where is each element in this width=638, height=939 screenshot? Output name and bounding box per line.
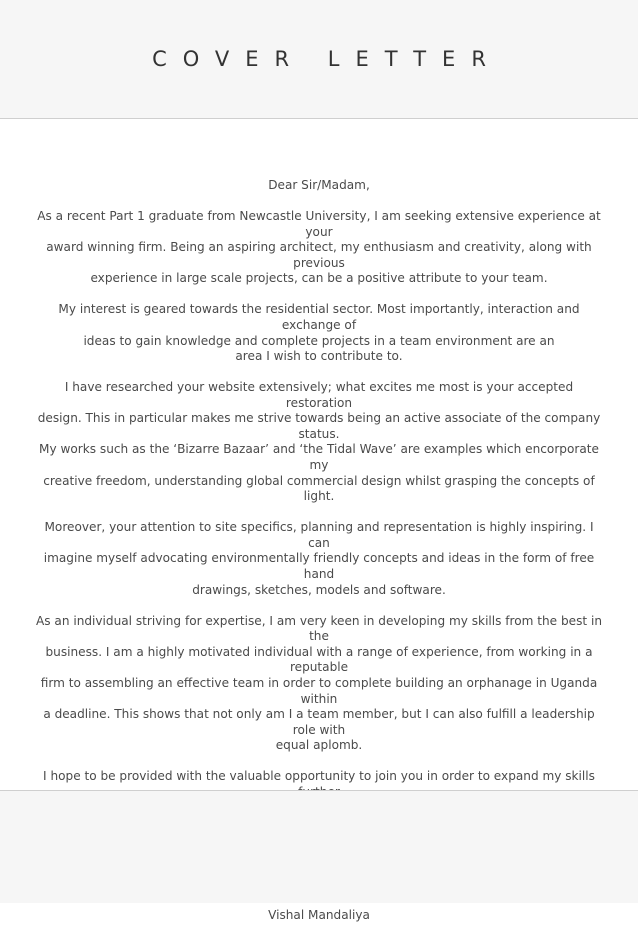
letter-signature: Vishal Mandaliya — [268, 907, 370, 922]
letter-paragraph: As an individual striving for expertise, I am very keen in developing my skills from the best in the business. I am a highly motivated individual with a range of experience, from working in a reputable firm to assembling an effective team in order to complete building an orphanage in Uganda within a deadline. This shows that not only am I a team member, but I can also fulfill a leadership role with equal aplomb. — [36, 613, 602, 753]
letter-paragraph: My interest is geared towards the residential sector. Most importantly, interaction and exchange of ideas to gain knowledge and complete projects in a team environment are an area I wish to contribute to. — [58, 302, 580, 364]
footer-band — [0, 790, 638, 903]
letter-paragraph: I hope to be provided with the valuable opportunity to join you in order to expand my skills — [43, 769, 595, 784]
page-title: COVER LETTER — [152, 47, 502, 71]
letter-paragraph: Moreover, your attention to site specifics, planning and representation is highly inspiring. I can imagine myself advocating environmentally friendly concepts and ideas in the form of free hand drawings, sketches, models and software. — [43, 520, 595, 597]
letter-greeting: Dear Sir/Madam, — [268, 178, 370, 192]
letter-paragraph: I have researched your website extensively; what excites me most is your accepted restoration design. This in particular makes me strive towards being an active associate of the company status. My works such as the ‘Bizarre Bazaar’ and ‘the Tidal Wave’ are examples which encorporate my creative freedom, understanding global commercial design whilst grasping the concepts of light. — [37, 380, 601, 504]
header-band — [0, 0, 638, 119]
letter-paragraph: As a recent Part 1 graduate from Newcastle University, I am seeking extensive experience at your award winning firm. Being an aspiring architect, my enthusiasm and creativity, along with previous experience in large scale projects, can be a positive attribute to your team. — [37, 208, 601, 286]
